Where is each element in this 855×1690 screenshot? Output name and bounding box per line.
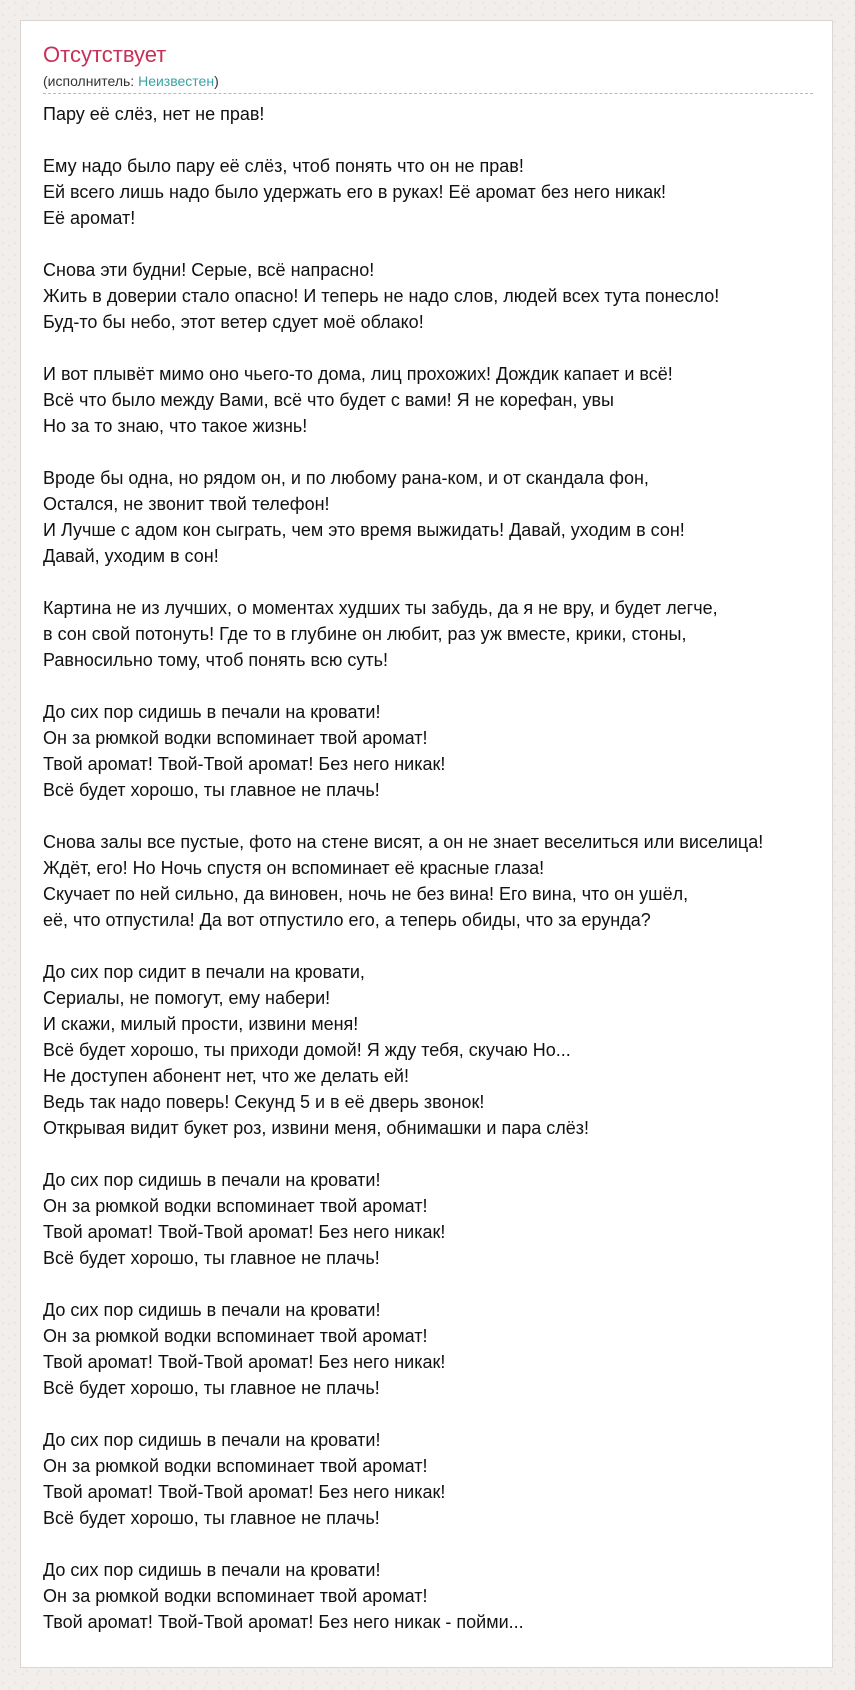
lyric-line: её, что отпустила! Да вот отпустило его, а теперь обиды, что за ерунда? (43, 910, 651, 930)
lyric-line: Он за рюмкой водки вспоминает твой аромат! (43, 1586, 428, 1606)
lyric-line: Скучает по ней сильно, да виновен, ночь не без вина! Его вина, что он ушёл, (43, 884, 689, 904)
stanza-gap (43, 231, 823, 257)
lyric-line: Всё будет хорошо, ты главное не плачь! (43, 1378, 380, 1398)
lyric-line: До сих пор сидишь в печали на кровати! (43, 1300, 381, 1320)
lyric-line: До сих пор сидишь в печали на кровати! (43, 1430, 381, 1450)
stanza-gap (43, 335, 823, 361)
lyric-line: Он за рюмкой водки вспоминает твой аромат! (43, 1196, 428, 1216)
lyric-line: Ей всего лишь надо было удержать его в руках! Её аромат без него никак! (43, 182, 667, 202)
lyric-line: Всё будет хорошо, ты главное не плачь! (43, 780, 380, 800)
lyric-line: Твой аромат! Твой-Твой аромат! Без него никак! (43, 754, 446, 774)
lyric-line: Не доступен абонент нет, что же делать ей! (43, 1066, 409, 1086)
lyric-line: Давай, уходим в сон! (43, 546, 219, 566)
lyric-line: Ждёт, его! Но Ночь спустя он вспоминает её красные глаза! (43, 858, 545, 878)
lyric-line: Он за рюмкой водки вспоминает твой аромат! (43, 1326, 428, 1346)
lyric-line: Но за то знаю, что такое жизнь! (43, 416, 308, 436)
lyric-line: Всё будет хорошо, ты главное не плачь! (43, 1508, 380, 1528)
lyric-line: И вот плывёт мимо оно чьего-то дома, лиц прохожих! Дождик капает и всё! (43, 364, 673, 384)
lyric-line: Картина не из лучших, о моментах худших ты забудь, да я не вру, и будет легче, (43, 598, 718, 618)
stanza-gap (43, 1271, 823, 1297)
stanza-gap (43, 439, 823, 465)
stanza-gap (43, 1401, 823, 1427)
lyric-line: Снова эти будни! Серые, всё напрасно! (43, 260, 375, 280)
lyric-line: До сих пор сидишь в печали на кровати! (43, 1560, 381, 1580)
artist-prefix: (исполнитель: (43, 73, 139, 89)
lyric-line: И скажи, милый прости, извини меня! (43, 1014, 359, 1034)
lyric-line: Сериалы, не помогут, ему набери! (43, 988, 331, 1008)
lyric-line: Он за рюмкой водки вспоминает твой аромат! (43, 1456, 428, 1476)
lyric-line: в сон свой потонуть! Где то в глубине он любит, раз уж вместе, крики, стоны, (43, 624, 687, 644)
lyrics-card (20, 20, 833, 1668)
lyric-line: Буд-то бы небо, этот ветер сдует моё облако! (43, 312, 424, 332)
artist-suffix: ) (214, 73, 219, 89)
lyric-line: Ведь так надо поверь! Секунд 5 и в её дверь звонок! (43, 1092, 485, 1112)
artist-link[interactable]: Неизвестен (138, 73, 215, 89)
lyric-line: До сих пор сидишь в печали на кровати! (43, 702, 381, 722)
lyric-line: Всё будет хорошо, ты приходи домой! Я жду тебя, скучаю Но... (43, 1040, 571, 1060)
stanza-gap (43, 803, 823, 829)
lyrics-text (43, 101, 823, 1635)
lyric-line: Вроде бы одна, но рядом он, и по любому рана-ком, и от скандала фон, (43, 468, 649, 488)
stanza-gap (43, 933, 823, 959)
title-separator (43, 93, 813, 94)
lyric-line: Твой аромат! Твой-Твой аромат! Без него никак! (43, 1352, 446, 1372)
lyric-line: Всё что было между Вами, всё что будет с вами! Я не корефан, увы (43, 390, 614, 410)
lyric-line: Всё будет хорошо, ты главное не плачь! (43, 1248, 380, 1268)
lyric-line: Ему надо было пару её слёз, чтоб понять что он не прав! (43, 156, 524, 176)
stanza-gap (43, 1141, 823, 1167)
stanza-gap (43, 127, 823, 153)
stanza-gap (43, 1531, 823, 1557)
lyric-line: Жить в доверии стало опасно! И теперь не надо слов, людей всех тута понесло! (43, 286, 720, 306)
lyric-line: И Лучше с адом кон сыграть, чем это время выжидать! Давай, уходим в сон! (43, 520, 685, 540)
lyric-line: Остался, не звонит твой телефон! (43, 494, 330, 514)
lyric-line: Твой аромат! Твой-Твой аромат! Без него никак - пойми... (43, 1612, 524, 1632)
song-title: Отсутствует (43, 42, 167, 67)
artist-byline (43, 73, 219, 90)
lyric-line: До сих пор сидит в печали на кровати, (43, 962, 365, 982)
stanza-gap (43, 673, 823, 699)
lyric-line: Твой аромат! Твой-Твой аромат! Без него никак! (43, 1482, 446, 1502)
stanza-gap (43, 569, 823, 595)
lyric-line: Равносильно тому, чтоб понять всю суть! (43, 650, 388, 670)
lyric-line: Её аромат! (43, 208, 136, 228)
lyric-line: Открывая видит букет роз, извини меня, обнимашки и пара слёз! (43, 1118, 590, 1138)
lyric-line: До сих пор сидишь в печали на кровати! (43, 1170, 381, 1190)
lyric-line: Пару её слёз, нет не прав! (43, 104, 265, 124)
lyric-line: Он за рюмкой водки вспоминает твой аромат! (43, 728, 428, 748)
lyric-line: Твой аромат! Твой-Твой аромат! Без него никак! (43, 1222, 446, 1242)
lyric-line: Снова залы все пустые, фото на стене висят, а он не знает веселиться или виселица! (43, 832, 764, 852)
